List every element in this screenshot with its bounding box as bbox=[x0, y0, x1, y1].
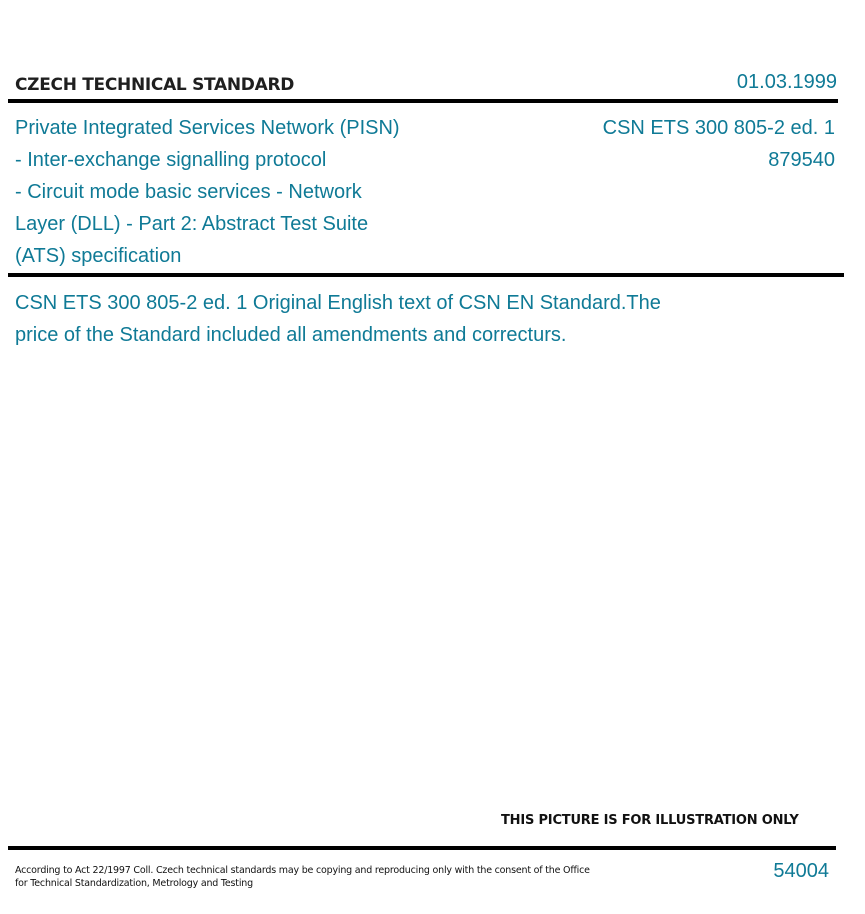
publication-date: 01.03.1999 bbox=[736, 71, 837, 93]
description-line: CSN ETS 300 805-2 ed. 1 Original English text of CSN EN Standard.The bbox=[15, 292, 661, 314]
standard-code: CSN ETS 300 805-2 ed. 1 bbox=[602, 117, 835, 139]
standard-title-line: Private Integrated Services Network (PISN) bbox=[15, 117, 400, 139]
page-number: 54004 bbox=[773, 860, 829, 882]
standard-description bbox=[15, 287, 735, 351]
footer-divider bbox=[8, 846, 836, 850]
document-heading: CZECH TECHNICAL STANDARD bbox=[15, 75, 295, 95]
standard-title-line: Layer (DLL) - Part 2: Abstract Test Suite bbox=[15, 213, 369, 235]
header-divider bbox=[8, 99, 838, 103]
standard-title-line: - Inter-exchange signalling protocol bbox=[15, 149, 327, 171]
catalog-number: 879540 bbox=[768, 149, 835, 171]
standard-title-line: - Circuit mode basic services - Network bbox=[15, 181, 362, 203]
title-divider bbox=[8, 273, 844, 277]
standard-identifiers bbox=[603, 112, 835, 176]
standard-title bbox=[15, 112, 445, 272]
legal-notice-line: for Technical Standardization, Metrology and Testing bbox=[15, 878, 253, 889]
standard-title-line: (ATS) specification bbox=[15, 245, 182, 267]
legal-notice bbox=[15, 864, 595, 890]
description-line: price of the Standard included all amendments and correcturs. bbox=[15, 324, 567, 346]
illustration-note: THIS PICTURE IS FOR ILLUSTRATION ONLY bbox=[501, 813, 799, 828]
legal-notice-line: According to Act 22/1997 Coll. Czech technical standards may be copying and reproducing only with the consent of the Office bbox=[15, 865, 590, 876]
